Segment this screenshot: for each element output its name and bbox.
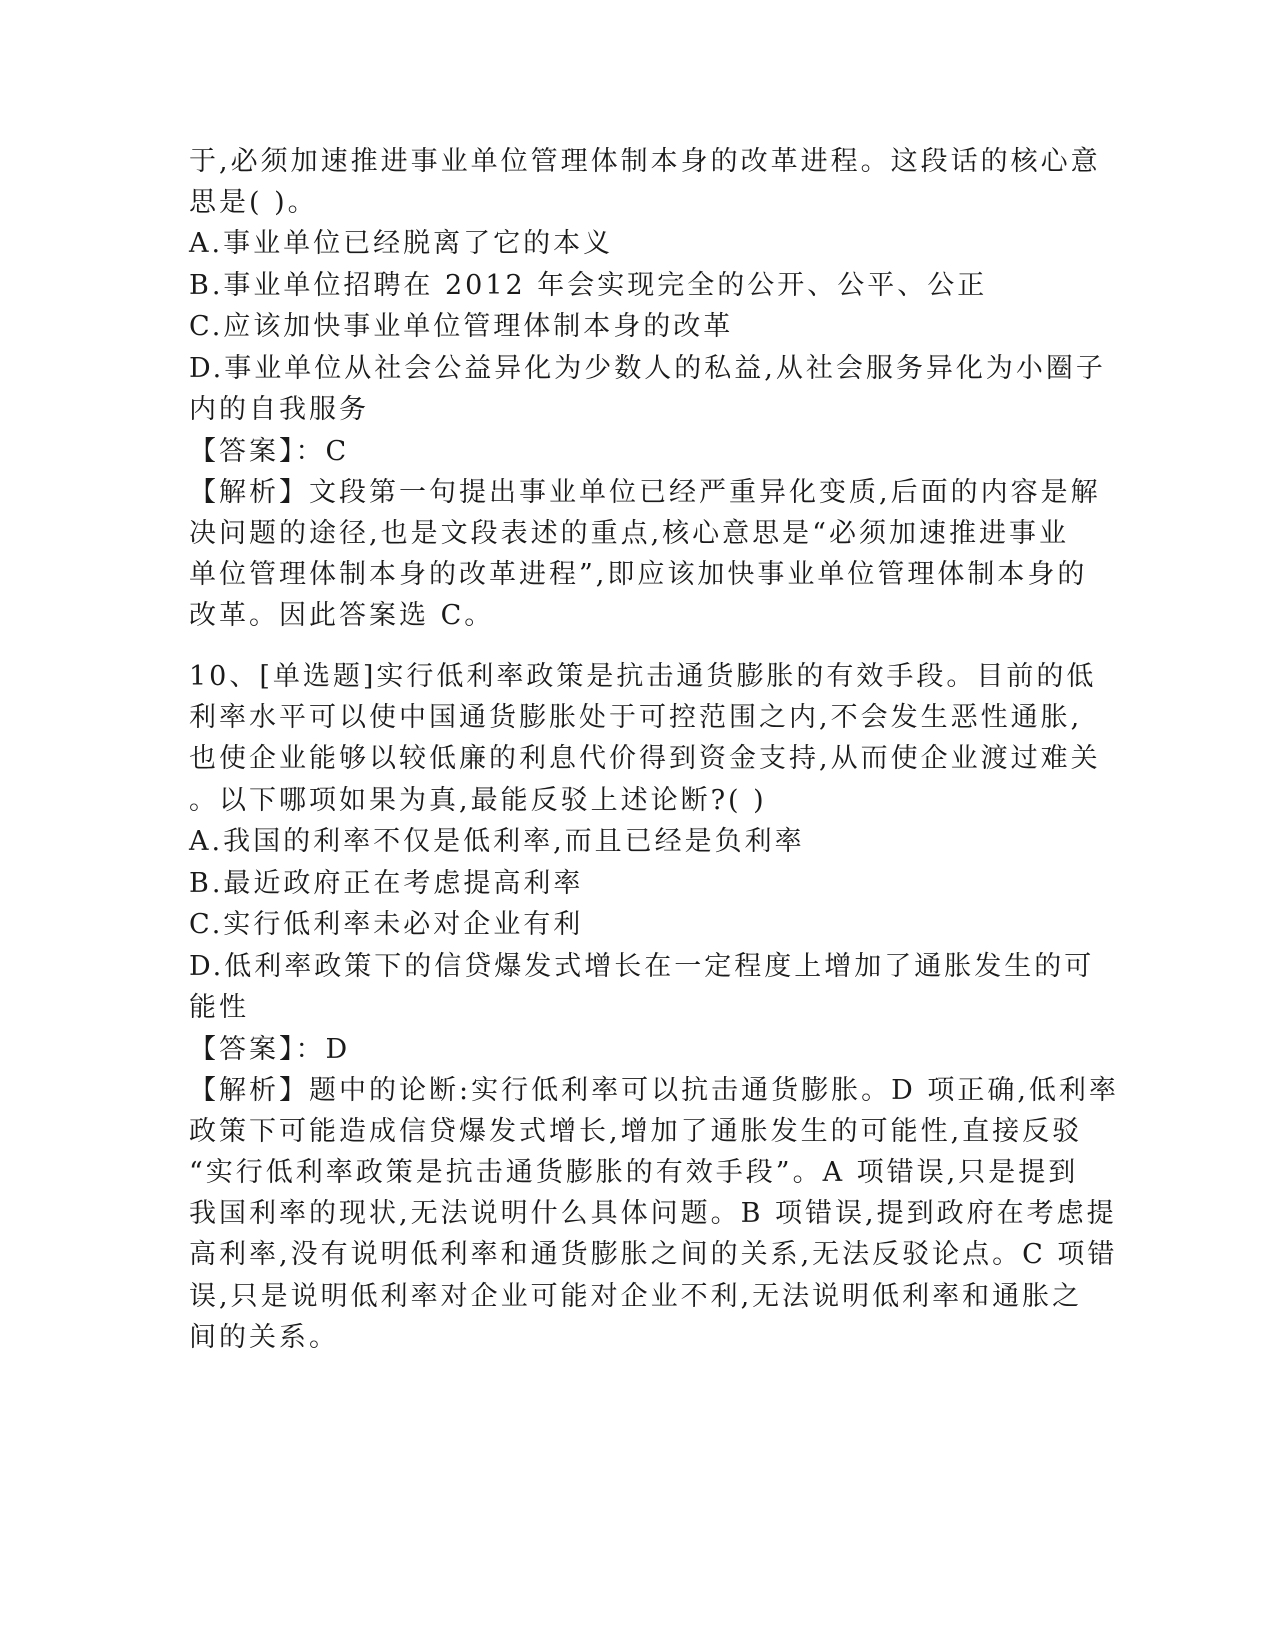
q9-option-a: A.事业单位已经脱离了它的本义: [189, 228, 614, 259]
q10-stem-line-1: 10、[单选题]实行低利率政策是抗击通货膨胀的有效手段。目前的低: [189, 661, 1097, 692]
q10-analysis-line-6: 误,只是说明低利率对企业可能对企业不利,无法说明低利率和通胀之: [189, 1281, 1083, 1312]
q9-analysis-line-4: 改革。因此答案选 C。: [189, 600, 495, 631]
q9-option-d-line-2: 内的自我服务: [189, 394, 369, 425]
q9-stem-line-2: 思是( )。: [189, 187, 318, 218]
q10-analysis-line-1: 【解析】题中的论断:实行低利率可以抗击通货膨胀。D 项正确,低利率: [189, 1075, 1119, 1106]
q10-option-d-line-2: 能性: [189, 992, 249, 1023]
q9-analysis-line-3: 单位管理体制本身的改革进程”,即应该加快事业单位管理体制本身的: [189, 559, 1088, 590]
q9-analysis-line-1: 【解析】文段第一句提出事业单位已经严重异化变质,后面的内容是解: [189, 477, 1101, 508]
q9-option-c: C.应该加快事业单位管理体制本身的改革: [189, 311, 734, 342]
q9-answer: 【答案】：C: [189, 436, 350, 467]
q9-option-d-line-1: D.事业单位从社会公益异化为少数人的私益,从社会服务异化为小圈子: [189, 353, 1106, 384]
q10-analysis-line-5: 高利率,没有说明低利率和通货膨胀之间的关系,无法反驳论点。C 项错: [189, 1239, 1118, 1270]
q9-stem-line-1: 于,必须加速推进事业单位管理体制本身的改革进程。这段话的核心意: [189, 146, 1101, 177]
q9-analysis-line-2: 决问题的途径,也是文段表述的重点,核心意思是“必须加速推进事业: [189, 518, 1069, 549]
q10-option-d-line-1: D.低利率政策下的信贷爆发式增长在一定程度上增加了通胀发生的可: [189, 951, 1095, 982]
q10-answer: 【答案】：D: [189, 1034, 351, 1065]
q10-option-a: A.我国的利率不仅是低利率,而且已经是负利率: [189, 826, 805, 857]
q10-stem-line-4: 。以下哪项如果为真,最能反驳上述论断?( ): [189, 785, 767, 816]
q10-analysis-line-7: 间的关系。: [189, 1322, 339, 1353]
q10-option-b: B.最近政府正在考虑提高利率: [189, 868, 584, 899]
q10-option-c: C.实行低利率未必对企业有利: [189, 909, 584, 940]
q10-stem-line-3: 也使企业能够以较低廉的利息代价得到资金支持,从而使企业渡过难关: [189, 743, 1101, 774]
q9-option-b: B.事业单位招聘在 2012 年会实现完全的公开、公平、公正: [189, 270, 988, 301]
q10-analysis-line-3: “实行低利率政策是抗击通货膨胀的有效手段”。A 项错误,只是提到: [189, 1157, 1079, 1188]
q10-analysis-line-4: 我国利率的现状,无法说明什么具体问题。B 项错误,提到政府在考虑提: [189, 1198, 1117, 1229]
q10-analysis-line-2: 政策下可能造成信贷爆发式增长,增加了通胀发生的可能性,直接反驳: [189, 1116, 1083, 1147]
q10-stem-line-2: 利率水平可以使中国通货膨胀处于可控范围之内,不会发生恶性通胀,: [189, 702, 1083, 733]
